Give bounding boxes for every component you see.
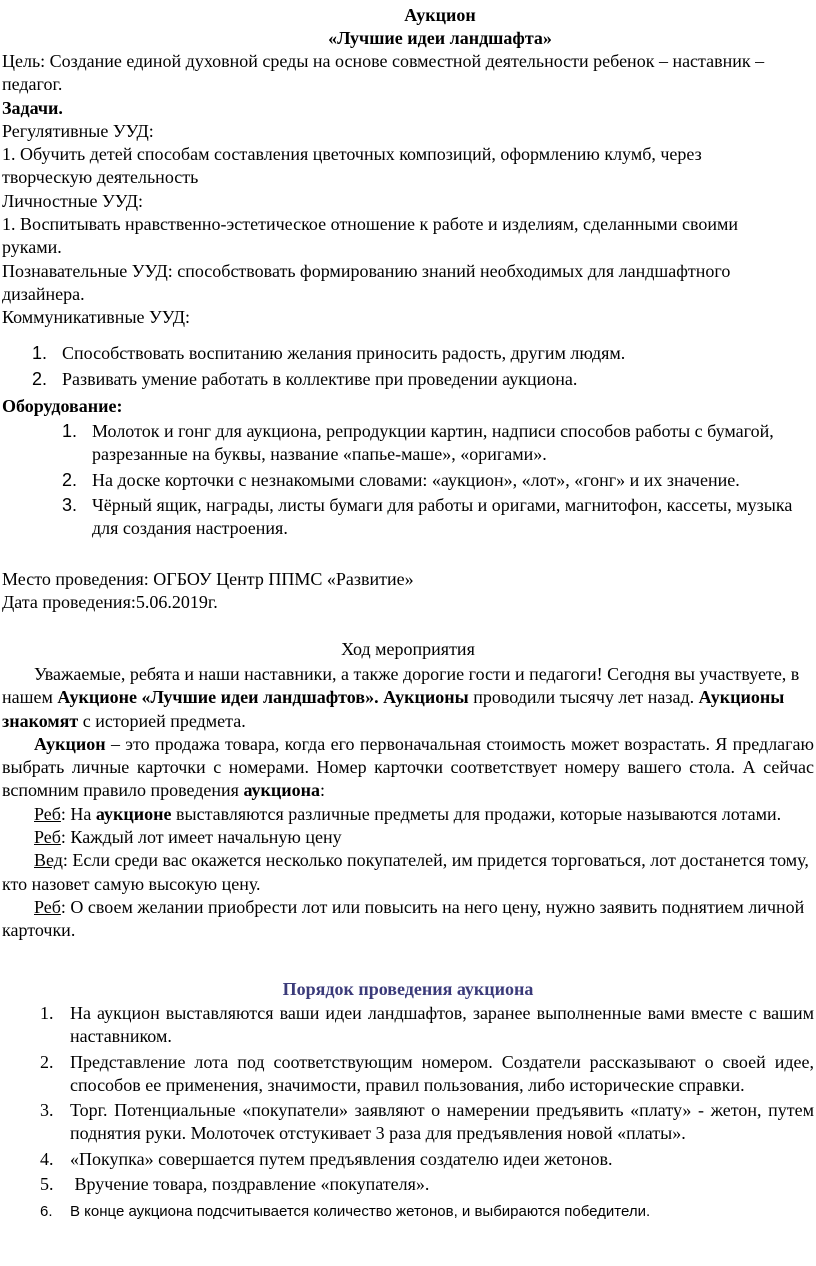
list-item-text: На доске корточки с незнакомыми словами: «аукцион», «лот», «гонг» и их значение. [92,469,740,490]
rule-line-1: Реб: На аукционе выставляются различные предметы для продажи, которые называются лотами. [34,803,782,824]
title-line-2: «Лучшие идеи ландшафта» [328,28,552,49]
list-item-number: 2. [62,469,78,490]
list-item-number: 3. [62,494,78,515]
event-heading: Ход мероприятия [341,639,475,659]
list-item [62,494,814,541]
communicative-label: Коммуникативные УУД: [2,307,190,328]
list-item-number: 4. [40,1148,54,1169]
list-item [40,1173,814,1196]
personal-item: 1. Воспитывать нравственно-эстетическое отношение к работе и изделиям, сделанными своими руками. [2,214,739,258]
tasks-heading: Задачи. [2,97,63,118]
list-item [32,368,802,391]
list-item-number: 1. [40,1003,54,1023]
list-item-text: Вручение товара, поздравление «покупателя». [70,1174,430,1195]
event-paragraph-1: Уважаемые, ребята и наши наставники, а также дорогие гости и педагоги! Сегодня вы участвуете, в нашем Аукционе «Лучшие идеи ландшафтов». Аукционы проводили тысячу лет назад. Аукционы знакомят с историей предмета. [2,664,800,731]
list-item-text: Молоток и гонг для аукциона, репродукции картин, надписи способов работы с бумагой, разрезанные на буквы, название «папье-маше», «оригами». [92,421,774,465]
list-item-number: 5. [40,1174,54,1195]
list-item [40,1002,814,1049]
list-item-text: На аукцион выставляются ваши идеи ландшафтов, заранее выполненные вами вместе с вашим наставником. [70,1003,814,1047]
date: Дата проведения:5.06.2019г. [2,592,218,613]
list-item [40,1099,814,1146]
list-item [40,1200,814,1223]
event-paragraph-2: Аукцион – это продажа товара, когда его первоначальная стоимость может возрастать. Я предлагаю выбрать личные карточки с номерами. Номер карточки соответствует номеру вашего стола. А сейчас вспомним правило проведения аукциона: [2,733,814,801]
list-item [32,342,802,365]
personal-label: Личностные УУД: [2,190,143,211]
list-item-number: 2. [32,369,48,390]
equipment-heading: Оборудование: [2,396,123,416]
venue: Место проведения: ОГБОУ Центр ППМС «Развитие» [2,569,414,589]
procedure-heading: Порядок проведения аукциона [282,979,534,999]
list-item-number: 3. [40,1100,54,1121]
list-item [62,420,814,467]
list-item-text: Представление лота под соответствующим номером. Создатели рассказывают о своей идее, способов ее применения, значимости, правил пользования, либо исторические справки. [70,1051,814,1095]
list-item-number: 6. [40,1203,53,1221]
rule-line-3: Вед: Если среди вас окажется несколько покупателей, им придется торговаться, лот достанется тому, кто назовет самую высокую цену. [2,850,809,894]
list-item [40,1148,814,1171]
list-item-text: Чёрный ящик, награды, листы бумаги для работы и оригами, магнитофон, кассеты, музыка для создания настроения. [92,494,793,539]
list-item-text: В конце аукциона подсчитывается количество жетонов, и выбираются победители. [70,1203,651,1221]
list-item-text: Торг. Потенциальные «покупатели» заявляют о намерении предъявить «плату» - жетон, путем поднятия руки. Молоточек отстукивает 3 раза для предъявления новой «платы». [70,1100,814,1144]
list-item [62,469,814,492]
list-item-number: 1. [32,343,48,363]
list-item-text: Способствовать воспитанию желания приносить радость, другим людям. [62,343,626,363]
list-item-text: Развивать умение работать в коллективе при проведении аукциона. [62,369,578,390]
list-item [40,1051,814,1098]
rule-line-2: Реб: Каждый лот имеет начальную цену [34,827,342,848]
title [0,4,816,51]
regulative-item: 1. Обучить детей способам составления цветочных композиций, оформлению клумб, через творческую деятельность [2,144,702,188]
rule-line-4: Реб: О своем желании приобрести лот или повысить на него цену, нужно заявить поднятием личной карточки. [2,896,805,941]
regulative-label: Регулятивные УУД: [2,120,154,141]
cognitive-text: Познавательные УУД: способствовать формированию знаний необходимых для ландшафтного дизайнера. [2,260,731,304]
list-item-number: 1. [62,421,78,441]
title-line-1: Аукцион [404,5,476,25]
list-item-number: 2. [40,1051,54,1072]
goal-text: Цель: Создание единой духовной среды на основе совместной деятельности ребенок – наставник – педагог. [2,51,765,95]
list-item-text: «Покупка» совершается путем предъявления создателю идеи жетонов. [70,1148,613,1169]
